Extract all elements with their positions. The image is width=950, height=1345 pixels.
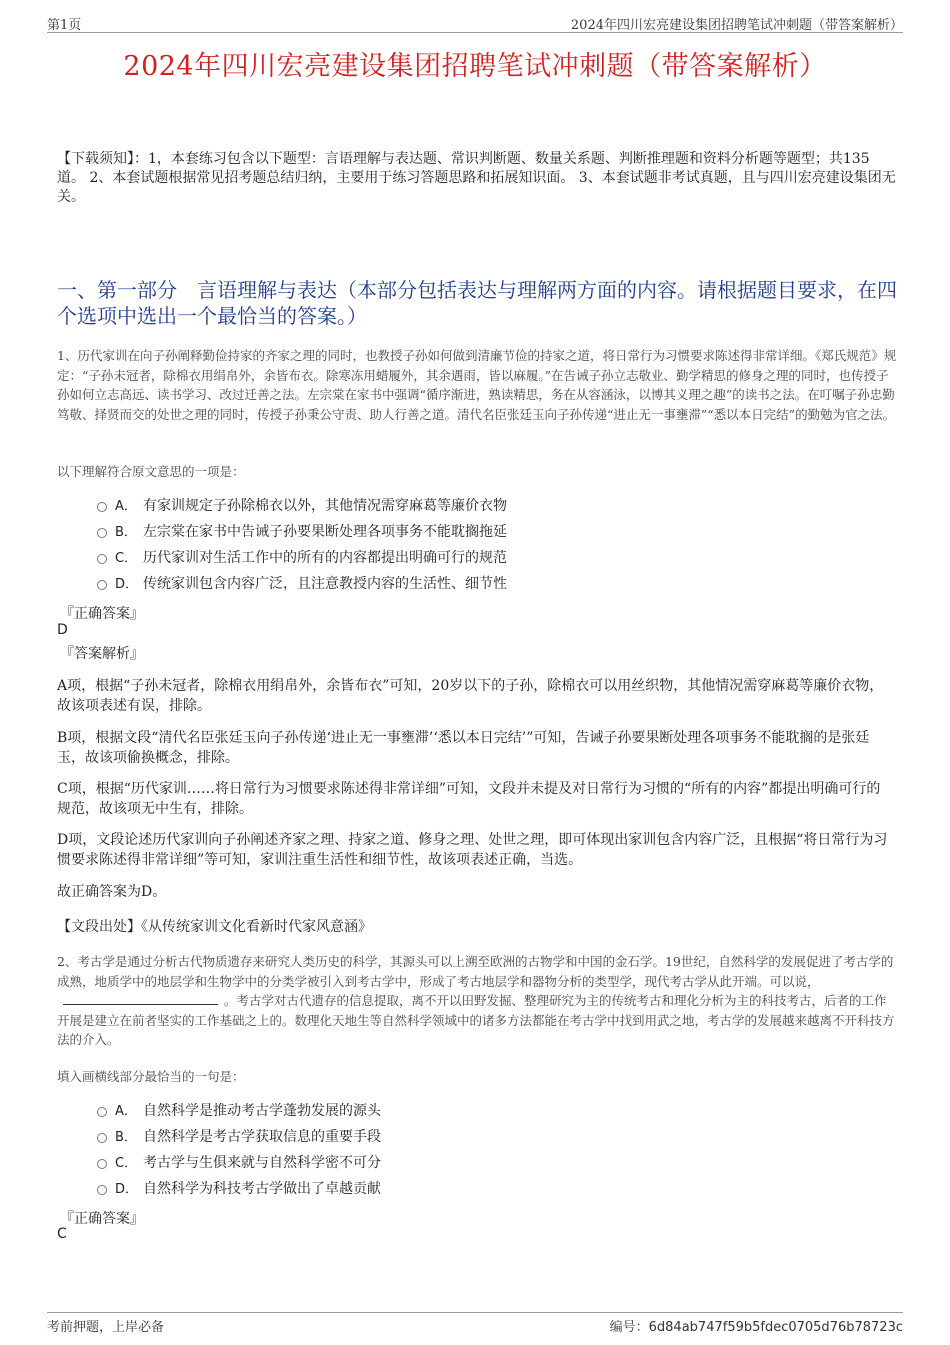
radio-icon[interactable]	[97, 554, 107, 564]
radio-icon[interactable]	[97, 502, 107, 512]
analysis-b: B项，根据文段“清代名臣张廷玉向子孙传递‘进止无一事壅滞’‘悉以本日完结’”可知，告诫子孙要果断处理各项事务不能耽搁的是张廷玉，故该项偷换概念，排除。	[57, 730, 870, 766]
radio-icon[interactable]	[97, 1107, 107, 1117]
question-1-prompt: 以下理解符合原文意思的一项是：	[57, 464, 245, 479]
question-2-text: 2、考古学是通过分析古代物质遗存来研究人类历史的科学，其源头可以上溯至欧洲的古物学和中国的金石学。19世纪，自然科学的发展促进了考古学的成熟，地质学中的地层学和生物学中的分类学被引入到考古学中，形成了考古地层学和器物分析的类型学，现代考古学从此开端。可以说，。考古学对古代遗存的信息提取，离不开以田野发掘、整理研究为主的传统考古和理化分析为主的科技考古，后者的工作开展是建立在前者坚实的工作基础之上的。数理化天地生等自然科学领域中的诸多方法都能在考古学中找到用武之地，考古学的发展越来越离不开科技方法的介入。	[57, 954, 895, 1047]
document-code: 编号：6d84ab747f59b5fdec0705d76b78723c	[609, 1320, 903, 1335]
radio-icon[interactable]	[97, 528, 107, 538]
analysis-c: C项，根据“历代家训……将日常行为习惯要求陈述得非常详细”可知，文段并未提及对日常行为习惯的“所有的内容”都提出明确可行的规范，故该项无中生有，排除。	[57, 781, 881, 817]
analysis-a: A项，根据“子孙未冠者，除棉衣用绢帛外，余皆布衣”可知，20岁以下的子孙，除棉衣可以用丝织物，其他情况需穿麻葛等廉价衣物，故该项表述有误，排除。	[57, 678, 884, 714]
option-a[interactable]: A． 有家训规定子孙除棉衣以外，其他情况需穿麻葛等廉价衣物	[97, 495, 507, 521]
option-c[interactable]: C． 历代家训对生活工作中的所有的内容都提出明确可行的规范	[97, 547, 507, 573]
analysis-d: D项，文段论述历代家训向子孙阐述齐家之理、持家之道、修身之理、处世之理，即可体现出家训包含内容广泛，且根据“将日常行为习惯要求陈述得非常详细”等可知，家训注重生活性和细节性，故该项表述正确，当选。	[57, 832, 888, 868]
page-header	[47, 14, 903, 33]
option-d[interactable]: D． 自然科学为科技考古学做出了卓越贡献	[97, 1178, 381, 1204]
page-number: 第1页	[47, 18, 82, 33]
question-2-prompt: 填入画横线部分最恰当的一句是：	[57, 1069, 245, 1084]
radio-icon[interactable]	[97, 1133, 107, 1143]
option-b[interactable]: B． 左宗棠在家书中告诫子孙要果断处理各项事务不能耽搁拖延	[97, 521, 507, 547]
option-a[interactable]: A． 自然科学是推动考古学蓬勃发展的源头	[97, 1100, 381, 1126]
header-doc-title: 2024年四川宏亮建设集团招聘笔试冲刺题（带答案解析）	[570, 18, 903, 33]
correct-answer: D	[57, 622, 68, 638]
option-c[interactable]: C． 考古学与生俱来就与自然科学密不可分	[97, 1152, 381, 1178]
radio-icon[interactable]	[97, 580, 107, 590]
question-1-text: 1、历代家训在向子孙阐释勤俭持家的齐家之理的同时，也教授子孙如何做到清廉节俭的持家之道，将日常行为习惯要求陈述得非常详细。《郑氏规范》规定：“子孙未冠者，除棉衣用绢帛外，余皆布衣。除寒冻用蜡履外，其余遇雨，皆以麻履。”在告诫子孙立志敬业、勤学精思的修身之理的同时，也传授子孙如何立志高远、读书学习、改过迁善之法。左宗棠在家书中强调“循序渐进，熟读精思，务在从容涵泳，以博其义理之趣”的读书之法。在叮嘱子孙忠勤笃敬、择贤而交的处世之理的同时，传授子孙秉公守责、助人行善之道。清代名臣张廷玉向子孙传递“进止无一事壅滞”“悉以本日完结”的勤勉为官之法。	[57, 348, 897, 422]
analysis-conclusion: 故正确答案为D。	[57, 884, 167, 900]
footer-slogan: 考前押题，上岸必备	[47, 1320, 165, 1335]
section-heading: 一、第一部分 言语理解与表达（本部分包括表达与理解两方面的内容。请根据题目要求，在四个选项中选出一个最恰当的答案。）	[57, 278, 897, 328]
download-notice: 【下载须知】：1，本套练习包含以下题型：言语理解与表达题、常识判断题、数量关系题、判断推理题和资料分析题等题型；共135道。 2、本套试题根据常见招考题总结归纳，主要用于练习答题思路和拓展知识面。 3、本套试题非考试真题，且与四川宏亮建设集团无关。	[57, 151, 896, 205]
question-2-options	[97, 1100, 381, 1204]
source-citation: 【文段出处】《从传统家训文化看新时代家风意涵》	[57, 919, 372, 935]
correct-answer-label: 『正确答案』	[60, 606, 144, 622]
document-title: 2024年四川宏亮建设集团招聘笔试冲刺题（带答案解析）	[123, 51, 827, 82]
option-b[interactable]: B． 自然科学是考古学获取信息的重要手段	[97, 1126, 381, 1152]
radio-icon[interactable]	[97, 1185, 107, 1195]
correct-answer: C	[57, 1226, 67, 1242]
page-footer	[47, 1312, 903, 1335]
option-d[interactable]: D． 传统家训包含内容广泛，且注意教授内容的生活性、细节性	[97, 573, 507, 599]
fill-in-blank	[63, 992, 218, 1005]
analysis-label: 『答案解析』	[60, 646, 144, 662]
radio-icon[interactable]	[97, 1159, 107, 1169]
question-1-options	[97, 495, 507, 599]
correct-answer-label: 『正确答案』	[60, 1211, 144, 1227]
